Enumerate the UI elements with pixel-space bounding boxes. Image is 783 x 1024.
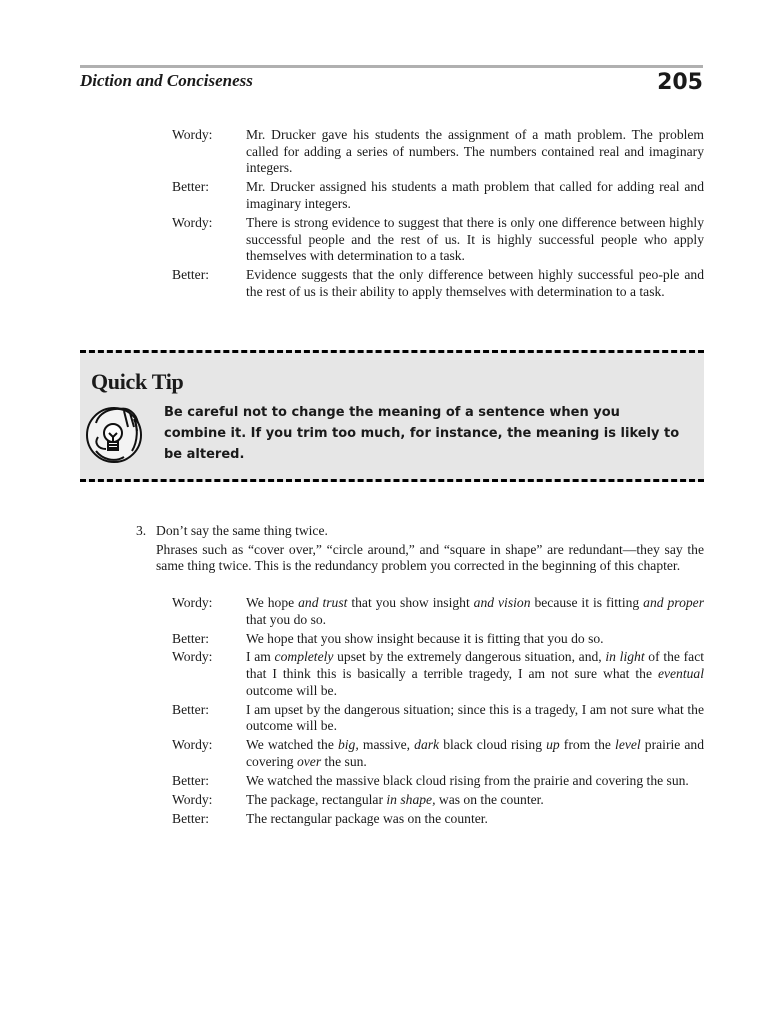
example-text: The rectangular package was on the counter. [246, 810, 488, 826]
example-text: We watched the massive black cloud rising from the prairie and covering the sun. [246, 772, 689, 788]
example-pair [172, 127, 704, 177]
example-label: Better: [172, 267, 209, 283]
example-pair [172, 737, 704, 770]
example-text: Mr. Drucker assigned his students a math problem that called for adding real and imaginary integers. [246, 179, 704, 211]
example-text: I am completely upset by the extremely dangerous situation, and, in light of the fact that I think this is basically a terrible tragedy, I am not sure what the eventual outcome will be. [246, 649, 705, 698]
quick-tip-title: Quick Tip [91, 369, 184, 394]
lightbulb-hand-icon [84, 397, 152, 473]
example-pair [172, 792, 704, 809]
section-3 [136, 523, 704, 575]
example-text: The package, rectangular in shape, was on the counter. [246, 791, 544, 807]
example-text: We watched the big, massive, dark black cloud rising up from the level prairie and covering over the sun. [246, 737, 705, 770]
example-pair [172, 267, 704, 300]
example-text: There is strong evidence to suggest that there is only one difference between highly successful people and the rest of us. It is highly successful people who apply themselves with determination to a task. [246, 214, 704, 264]
example-label: Better: [172, 810, 209, 826]
example-label: Wordy: [172, 649, 213, 665]
example-label: Wordy: [172, 127, 213, 142]
quick-tip-box [80, 350, 704, 482]
example-pair [172, 595, 704, 628]
example-list-section-3 [172, 595, 704, 830]
example-label: Better: [172, 772, 209, 788]
example-label: Wordy: [172, 791, 213, 807]
example-label: Better: [172, 179, 209, 195]
quick-tip-text: Be careful not to change the meaning of a sentence when you combine it. If you trim too much, for instance, the meaning is likely to be altered. [164, 405, 680, 462]
example-pair [172, 215, 704, 265]
example-list-top [172, 127, 704, 303]
example-label: Better: [172, 701, 209, 717]
example-pair [172, 179, 704, 212]
example-pair [172, 811, 704, 828]
page-number: 205 [657, 70, 703, 95]
example-label: Wordy: [172, 214, 213, 230]
list-number: 3. [136, 523, 147, 538]
example-label: Better: [172, 630, 209, 646]
running-title: Diction and Conciseness [80, 71, 253, 90]
example-text: Evidence suggests that the only difference between highly successful peo-ple and the rest of us is their ability to apply themselves with determination to a task. [246, 267, 704, 299]
example-pair [172, 773, 704, 790]
example-pair [172, 649, 704, 699]
tip-bottom-divider [80, 479, 704, 482]
example-label: Wordy: [172, 737, 213, 753]
section-heading: Don’t say the same thing twice. [156, 523, 328, 538]
example-text: I am upset by the dangerous situation; since this is a tragedy, I am not sure what the outcome will be. [246, 701, 704, 734]
example-text: Mr. Drucker gave his students the assignment of a math problem. The problem called for adding a series of numbers. The numbers contained real and imaginary integers. [246, 127, 704, 176]
example-text: We hope that you show insight because it is fitting that you do so. [246, 630, 604, 646]
example-label: Wordy: [172, 595, 213, 610]
section-paragraph: Phrases such as “cover over,” “circle around,” and “square in shape” are redundant—they say the same thing twice. This is the redundancy problem you corrected in the beginning of this chapter. [156, 541, 704, 574]
tip-top-divider [80, 350, 704, 353]
example-pair [172, 702, 704, 735]
example-pair [172, 631, 704, 648]
header-rule [80, 65, 703, 68]
example-text: We hope and trust that you show insight and vision because it is fitting and proper that you do so. [246, 595, 705, 627]
